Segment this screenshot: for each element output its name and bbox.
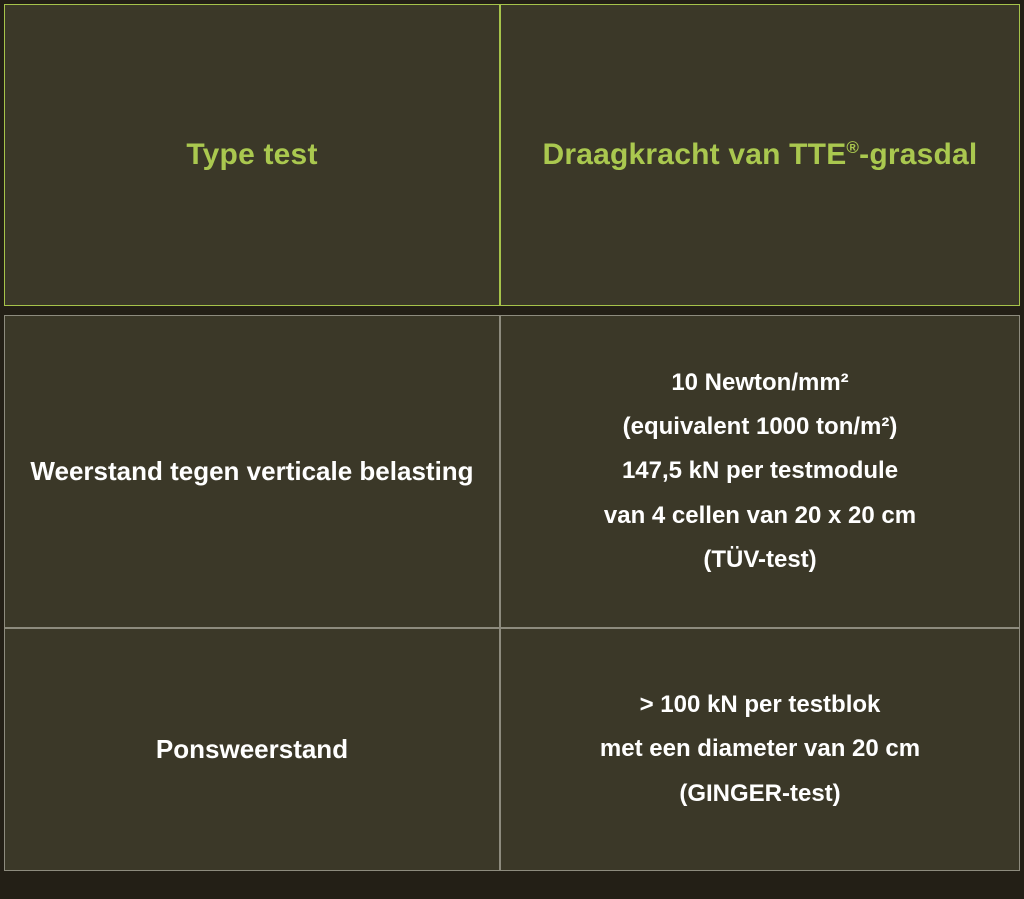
row-spacer [4,306,1020,315]
row-value-line: (TÜV-test) [703,546,817,574]
row-value-punching-resistance [517,683,1003,816]
row-value-line: (GINGER-test) [679,779,841,807]
row-value-line: 10 Newton/mm² [671,368,849,396]
specification-table [4,4,1020,871]
row-label-line: verticale belasting [246,456,474,487]
row-value-vertical-load [517,361,1003,583]
header-cell-draagkracht [500,4,1020,306]
row-value-line: met een diameter van 20 cm [599,735,921,763]
table-header-row [4,4,1020,306]
row-value-line: van 4 cellen van 20 x 20 cm [603,501,917,529]
row-label-punching-resistance [21,729,483,769]
row-value-cell-vertical-load [500,315,1020,628]
row-spacer-left [4,306,500,315]
row-value-line: > 100 kN per testblok [639,690,881,718]
header-label-type-test: Type test [186,138,318,172]
header-label-draagkracht-main: Draagkracht van TTE [542,138,847,172]
table-row [4,628,1020,871]
table-row [4,315,1020,628]
row-label-cell-punching-resistance [4,628,500,871]
row-label-line: Ponsweerstand [155,734,349,765]
row-spacer-right [500,306,1020,315]
row-value-line: 147,5 kN per testmodule [621,457,899,485]
header-label-draagkracht-suffix: -grasdal [859,138,978,172]
row-label-line: Weerstand tegen [30,456,240,487]
row-label-cell-vertical-load [4,315,500,628]
header-cell-type-test [4,4,500,306]
row-value-line: (equivalent 1000 ton/m²) [622,412,898,440]
registered-trademark-symbol: ® [846,138,860,158]
header-label-draagkracht [517,136,1003,174]
row-value-cell-punching-resistance [500,628,1020,871]
row-label-vertical-load [21,451,483,491]
